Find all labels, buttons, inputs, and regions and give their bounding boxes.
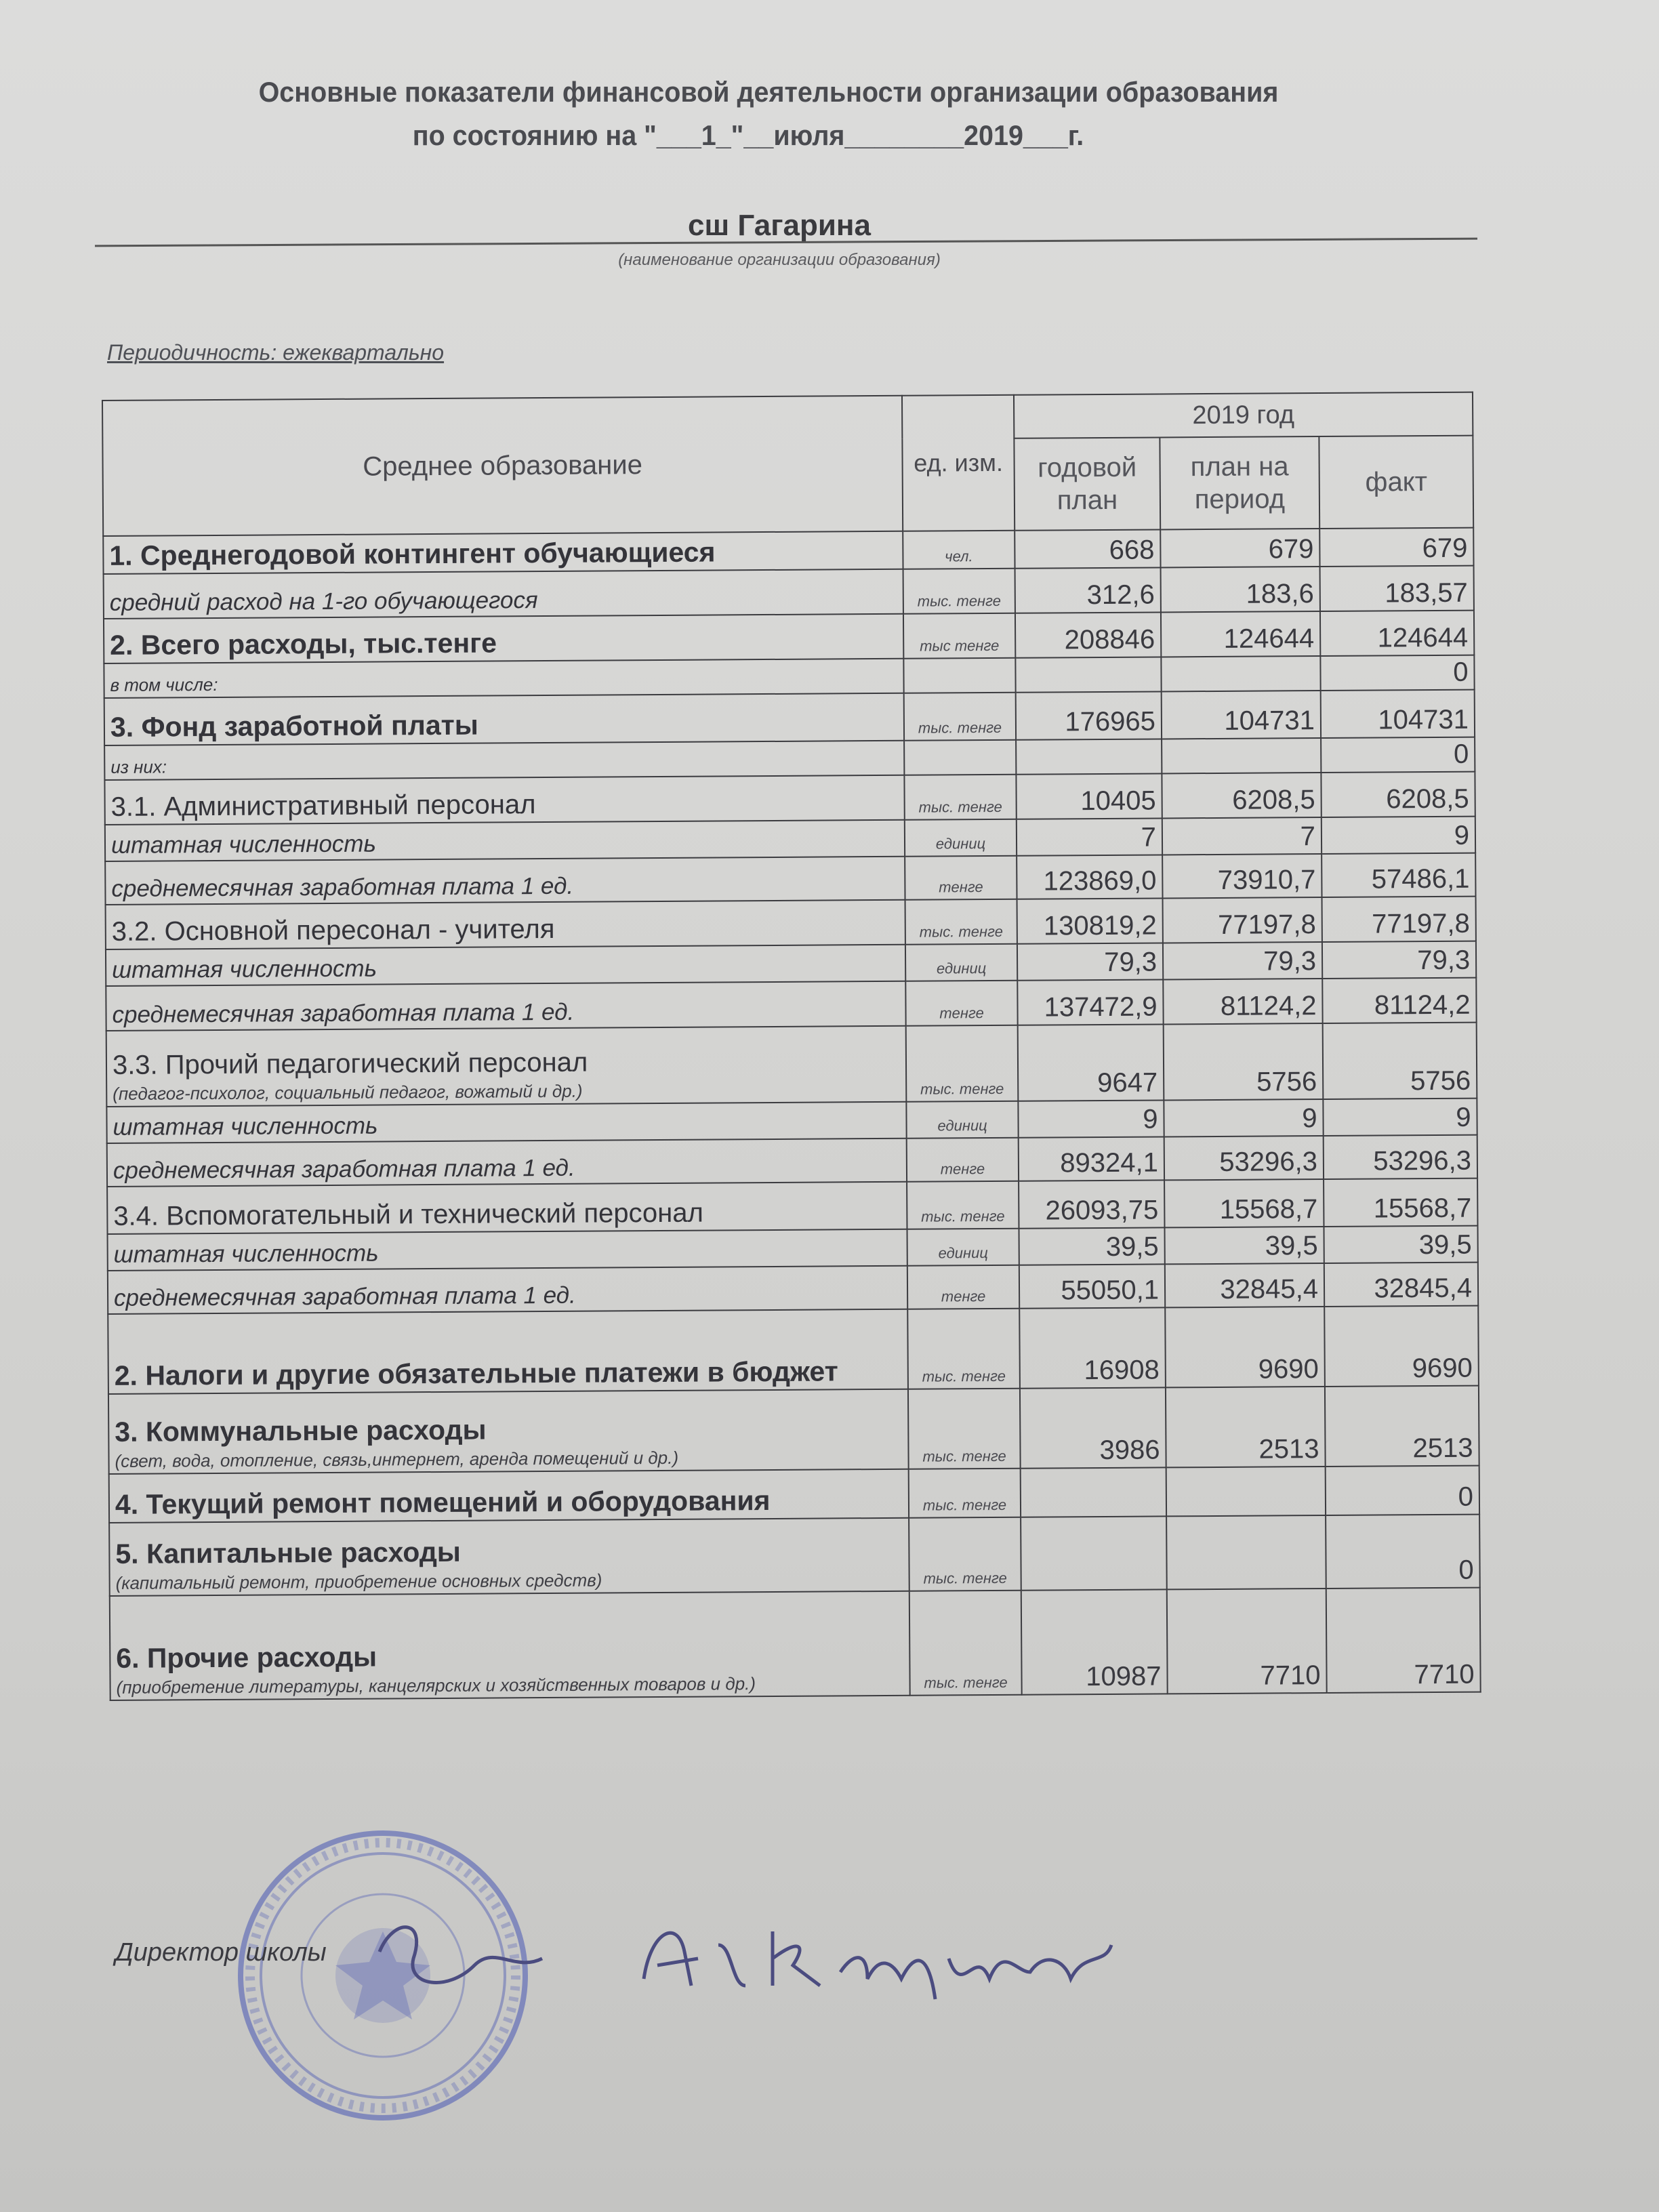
cell-annual-plan: 10987 [1021, 1589, 1168, 1694]
cell-fact: 5756 [1323, 1023, 1477, 1099]
row-label [109, 1518, 909, 1596]
cell-annual-plan: 9647 [1018, 1024, 1164, 1101]
row-unit: тыс. тенге [909, 1469, 1021, 1518]
cell-period-plan [1166, 1515, 1326, 1589]
cell-fact: 0 [1326, 1466, 1479, 1515]
cell-annual-plan: 16908 [1019, 1307, 1166, 1388]
row-label [106, 981, 905, 1031]
row-unit: тыс. тенге [905, 899, 1017, 945]
cell-fact: 79,3 [1322, 941, 1476, 979]
cell-period-plan: 15568,7 [1164, 1179, 1324, 1227]
cell-period-plan: 7710 [1167, 1589, 1327, 1694]
table-row [106, 897, 1476, 949]
row-label [108, 1266, 907, 1314]
row-unit: тыс. тенге [906, 1025, 1019, 1102]
cell-period-plan: 9 [1164, 1099, 1323, 1136]
row-label [104, 693, 904, 745]
row-label [104, 659, 903, 698]
cell-period-plan: 79,3 [1163, 942, 1322, 979]
row-label-note: (свет, вода, отопление, связь,интернет, аренда помещений и др.) [115, 1447, 679, 1471]
cell-annual-plan: 89324,1 [1019, 1136, 1164, 1181]
header-period-plan: план на период [1160, 436, 1319, 529]
document-date-line: по состоянию на "___1_"__июля________2019___г. [412, 119, 1084, 151]
row-unit: тыс. тенге [904, 775, 1016, 820]
row-label [105, 857, 905, 905]
header-unit: ед. изм. [902, 395, 1015, 531]
table-row [104, 566, 1474, 619]
row-label [106, 1026, 907, 1107]
row-unit: тыс. тенге [904, 693, 1016, 741]
table-row [109, 1466, 1479, 1523]
row-unit [903, 658, 1015, 693]
organization-caption: (наименование организации образования) [618, 251, 941, 269]
row-unit: тенге [905, 856, 1017, 900]
row-label-text: из них: [110, 756, 167, 777]
row-unit: тенге [907, 1265, 1019, 1309]
cell-fact: 77197,8 [1322, 897, 1476, 942]
row-label-note: (капитальный ремонт, приобретение основных средств) [115, 1570, 602, 1593]
row-unit: тенге [907, 1138, 1019, 1182]
row-label-note: (приобретение литературы, канцелярских и хозяйственных товаров и др.) [116, 1673, 756, 1698]
row-unit: тыс. тенге [908, 1389, 1021, 1469]
row-label-text: 3.1. Административный персонал [110, 790, 536, 822]
cell-fact: 0 [1320, 655, 1474, 691]
row-label-text: средний расход на 1-го обучающегося [109, 587, 538, 616]
cell-annual-plan [1021, 1467, 1166, 1517]
row-label [106, 1102, 906, 1143]
row-unit: тыс. тенге [909, 1517, 1021, 1591]
cell-fact: 9690 [1324, 1306, 1479, 1387]
cell-fact: 57486,1 [1322, 853, 1475, 897]
cell-period-plan: 104731 [1162, 691, 1321, 739]
cell-annual-plan [1021, 1516, 1167, 1590]
row-unit: тыс. тенге [907, 1181, 1019, 1229]
table-row [107, 1179, 1477, 1234]
row-label-text: 3.3. Прочий педагогический персонал [112, 1047, 588, 1080]
table-row [104, 690, 1475, 745]
cell-period-plan: 73910,7 [1162, 854, 1322, 898]
cell-annual-plan: 668 [1015, 529, 1160, 568]
cell-period-plan [1162, 738, 1321, 773]
row-label-text: 4. Текущий ремонт помещений и оборудования [115, 1485, 771, 1520]
row-label [106, 900, 905, 949]
row-unit: тыс. тенге [907, 1309, 1020, 1389]
cell-annual-plan: 9 [1018, 1100, 1164, 1137]
cell-annual-plan: 26093,75 [1019, 1180, 1164, 1228]
cell-period-plan: 77197,8 [1163, 897, 1322, 943]
row-unit: единиц [907, 1229, 1019, 1266]
row-label [105, 820, 905, 861]
row-label-text: среднемесячная заработная плата 1 ед. [111, 872, 574, 902]
cell-fact: 6208,5 [1321, 772, 1475, 817]
row-label-text: 5. Капитальные расходы [115, 1536, 461, 1570]
table-row [106, 1023, 1477, 1107]
row-label [108, 1309, 908, 1394]
cell-fact: 2513 [1325, 1386, 1479, 1467]
organization-name: сш Гагарина [688, 209, 871, 242]
cell-fact: 104731 [1321, 690, 1475, 738]
row-label-text: 6. Прочие расходы [116, 1641, 377, 1674]
cell-annual-plan: 55050,1 [1019, 1264, 1165, 1308]
row-label [104, 614, 903, 663]
cell-fact: 15568,7 [1324, 1179, 1477, 1227]
row-label-text: штатная численность [113, 1240, 379, 1268]
row-unit: тыс тенге [903, 613, 1015, 659]
cell-fact: 53296,3 [1324, 1135, 1477, 1179]
row-label-text: в том числе: [110, 674, 218, 695]
cell-period-plan: 6208,5 [1162, 773, 1321, 818]
row-unit: тыс. тенге [903, 569, 1015, 614]
cell-annual-plan: 123869,0 [1017, 855, 1162, 899]
row-label [107, 1139, 907, 1187]
row-unit [904, 740, 1016, 775]
row-label-text: 1. Среднегодовой контингент обучающиеся [109, 536, 716, 571]
row-label-text: штатная численность [112, 1112, 378, 1141]
cell-period-plan: 7 [1162, 817, 1322, 855]
row-label-note: (педагог-психолог, социальный педагог, вожатый и др.) [112, 1080, 583, 1104]
periodicity-label: Периодичность: ежеквартально [107, 340, 445, 365]
table-row [108, 1306, 1479, 1394]
cell-annual-plan: 39,5 [1019, 1227, 1164, 1265]
cell-fact: 0 [1321, 737, 1475, 773]
row-label-text: 3.4. Вспомогательный и технический персонал [113, 1197, 704, 1231]
row-unit: единиц [905, 944, 1017, 981]
header-fact: факт [1319, 436, 1473, 529]
row-label-text: 2. Налоги и другие обязательные платежи в бюджет [114, 1355, 838, 1391]
header-year: 2019 год [1014, 392, 1473, 438]
cell-annual-plan [1016, 739, 1162, 774]
cell-period-plan [1166, 1467, 1326, 1516]
cell-fact: 124644 [1320, 611, 1474, 656]
row-unit: чел. [903, 531, 1015, 569]
table-row [110, 1588, 1481, 1700]
cell-fact: 32845,4 [1324, 1263, 1478, 1307]
row-label [103, 531, 903, 574]
director-signature [366, 1904, 1125, 2013]
cell-fact: 183,57 [1320, 566, 1474, 611]
row-label [108, 1389, 909, 1474]
row-label [104, 569, 903, 619]
row-label [107, 1182, 907, 1234]
cell-annual-plan: 3986 [1020, 1387, 1166, 1468]
cell-period-plan: 5756 [1164, 1023, 1324, 1100]
cell-fact: 679 [1319, 528, 1473, 567]
row-label-text: 3. Фонд заработной платы [110, 709, 478, 743]
cell-fact: 81124,2 [1322, 978, 1476, 1023]
row-label [104, 741, 904, 780]
row-label [109, 1469, 909, 1523]
document-title: Основные показатели финансовой деятельности организации образования [258, 76, 1279, 108]
row-label [104, 775, 904, 825]
row-label-text: 2. Всего расходы, тыс.тенге [110, 627, 497, 661]
row-unit: тыс. тенге [909, 1591, 1022, 1696]
cell-annual-plan: 176965 [1016, 691, 1162, 739]
cell-fact: 9 [1323, 1099, 1477, 1136]
row-label-text: 3.2. Основной пересонал - учителя [111, 914, 555, 947]
cell-period-plan: 53296,3 [1164, 1136, 1324, 1180]
cell-period-plan: 32845,4 [1165, 1263, 1324, 1307]
cell-period-plan: 39,5 [1164, 1227, 1324, 1264]
cell-annual-plan: 137472,9 [1017, 979, 1163, 1025]
cell-period-plan [1161, 656, 1320, 691]
row-label-text: среднемесячная заработная плата 1 ед. [112, 998, 575, 1028]
table-row [106, 978, 1476, 1031]
row-label [108, 1229, 907, 1271]
row-label-text: среднемесячная заработная плата 1 ед. [113, 1282, 576, 1311]
cell-annual-plan: 208846 [1015, 612, 1161, 657]
header-annual-plan: годовой план [1014, 437, 1160, 530]
row-label-text: штатная численность [110, 830, 377, 859]
cell-annual-plan: 79,3 [1017, 943, 1163, 980]
table-row [104, 611, 1474, 663]
row-label [106, 945, 905, 986]
table-body [103, 528, 1480, 1700]
cell-annual-plan: 7 [1017, 818, 1162, 855]
row-unit: тенге [905, 981, 1017, 1026]
cell-period-plan: 183,6 [1161, 567, 1320, 612]
table-row [109, 1515, 1480, 1596]
cell-period-plan: 679 [1160, 529, 1319, 567]
cell-fact: 39,5 [1324, 1226, 1477, 1263]
director-label: Директор школы [115, 1938, 327, 1967]
financial-table [102, 392, 1481, 1701]
cell-annual-plan: 312,6 [1015, 567, 1161, 613]
row-unit: единиц [906, 1101, 1018, 1139]
row-label-text: 3. Коммунальные расходы [115, 1414, 487, 1448]
cell-fact: 0 [1326, 1515, 1480, 1589]
row-unit: единиц [905, 819, 1017, 857]
row-label-text: штатная численность [112, 955, 377, 983]
cell-period-plan: 124644 [1161, 611, 1320, 657]
cell-period-plan: 2513 [1166, 1387, 1326, 1467]
cell-fact: 9 [1322, 817, 1475, 854]
cell-period-plan: 81124,2 [1163, 979, 1322, 1024]
table-row [104, 772, 1475, 825]
cell-annual-plan [1015, 657, 1161, 692]
cell-annual-plan: 130819,2 [1017, 898, 1163, 943]
row-label-text: среднемесячная заработная плата 1 ед. [112, 1154, 575, 1184]
row-label [110, 1591, 910, 1700]
cell-fact: 7710 [1326, 1588, 1481, 1693]
cell-period-plan: 9690 [1165, 1307, 1325, 1387]
header-category: Среднее образование [102, 396, 903, 536]
table-row [108, 1386, 1479, 1474]
cell-annual-plan: 10405 [1016, 773, 1162, 819]
